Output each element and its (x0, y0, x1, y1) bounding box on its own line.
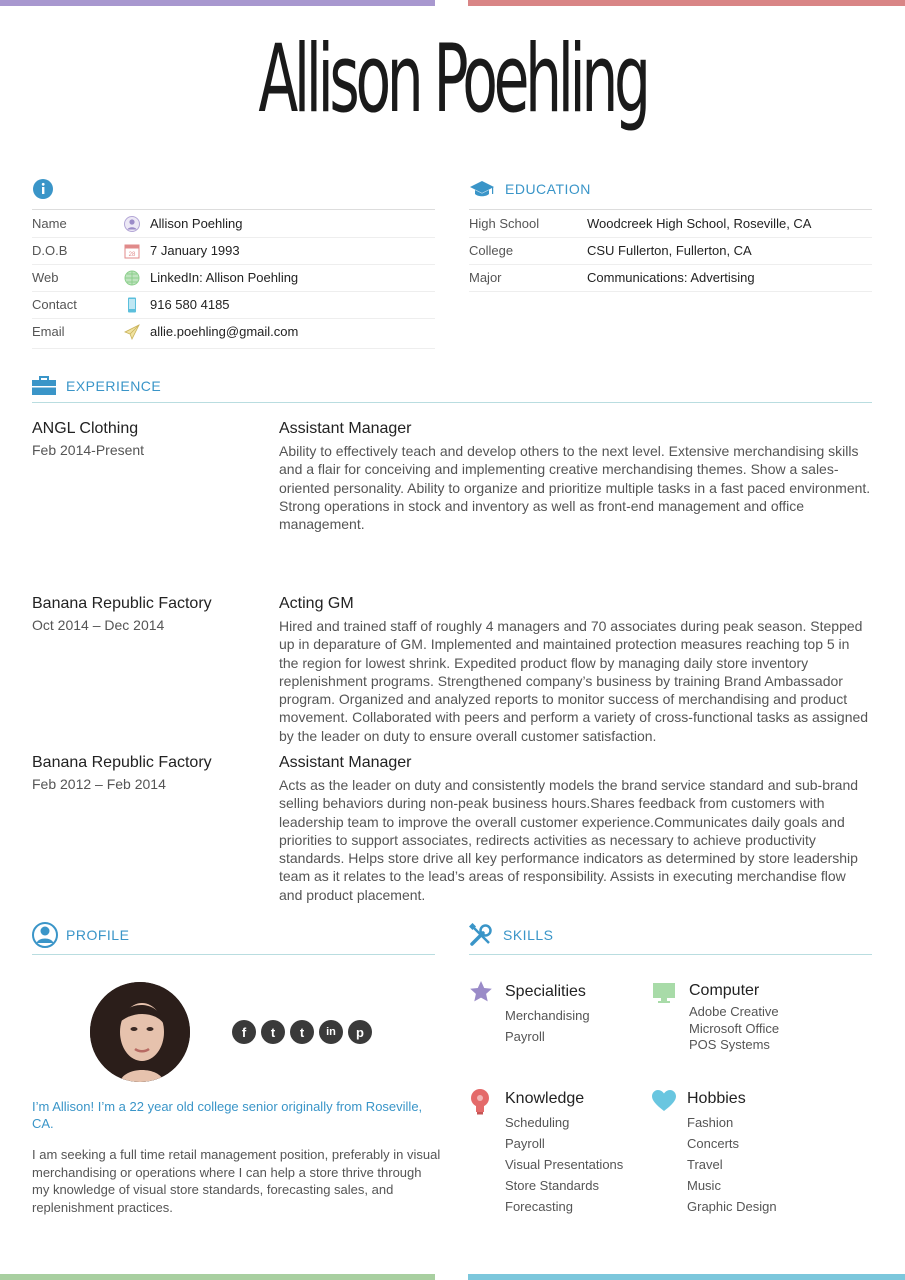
personal-key: Contact (32, 297, 77, 312)
profile-intro: I’m Allison! I’m a 22 year old college senior originally from Roseville, CA. (32, 1099, 423, 1131)
education-value: Woodcreek High School, Roseville, CA (587, 216, 812, 231)
skill-item: Forecasting (505, 1199, 573, 1214)
paper-plane-icon (124, 324, 140, 340)
tumblr-icon[interactable]: t (290, 1020, 314, 1044)
job-description: Hired and trained staff of roughly 4 managers and 70 associates during peak season. Stepped up in deparature of GM. Implemented and maintained protection measures reaching top 5 in the region for lowest shrink. Expedited product flow by managing daily store inventory replenishment programs. Strengthened company’s business by training Brand Ambassador program. Organized and analyzed reports to monitor success of merchandising and product movement. Collaborated with peers and perform a variety of cross-functional tasks as assigned by the leader on duty to ensure overall customer satisfaction. (279, 618, 869, 744)
personal-info-header (32, 178, 64, 200)
personal-key: Web (32, 270, 59, 285)
twitter-icon[interactable]: t (261, 1020, 285, 1044)
education-value: CSU Fullerton, Fullerton, CA (587, 243, 752, 258)
phone-icon (124, 297, 140, 313)
personal-value: 916 580 4185 (150, 297, 230, 312)
skill-group-name: Specialities (505, 983, 586, 1000)
personal-key: D.O.B (32, 243, 68, 258)
bottom-bar-right (468, 1274, 905, 1280)
job-role: Assistant Manager (279, 420, 412, 437)
skill-item: Scheduling (505, 1115, 570, 1130)
education-key: Major (469, 270, 502, 285)
skill-group-name: Computer (689, 982, 760, 999)
personal-value: 7 January 1993 (150, 243, 240, 258)
profile-body: I am seeking a full time retail management position, preferably in visual merchandising or operations where I can help a store thrive through my knowledge of visual store standards, forecasting sales, and replenishment practices. (32, 1147, 441, 1215)
education-key: College (469, 243, 514, 258)
skill-item: Visual Presentations (505, 1157, 624, 1172)
heart-icon (652, 1090, 676, 1114)
bottom-bar-left (0, 1274, 435, 1280)
lightbulb-icon (469, 1088, 493, 1116)
skill-item: Merchandising (505, 1008, 590, 1023)
job-dates: Feb 2014-Present (32, 442, 145, 458)
personal-value: LinkedIn: Allison Poehling (150, 270, 299, 285)
experience-header (32, 375, 161, 397)
personal-row-web (32, 264, 435, 292)
skill-item: POS Systems (689, 1037, 770, 1052)
personal-row-dob (32, 237, 435, 265)
skill-item: Music (687, 1178, 721, 1193)
personal-key: Email (32, 324, 65, 339)
job-description: Acts as the leader on duty and consistently models the brand service standard and sub-brand selling behaviors during non-peak business hours.Shares feedback from customers with leadership team to improve the overall customer experience.Communicates daily goals and priorities to support associates, redirects activities as necessary to achieve productivity standards. Helps store drive all key performance indicators as determined by store leadership team as it relates to the lead’s areas of responsibility. Assists in executing merchandise flow and product placement. (279, 777, 859, 903)
resume-name-title: Allison Poehling (258, 25, 647, 134)
pinterest-icon[interactable]: p (348, 1020, 372, 1044)
skills-rule (469, 954, 872, 955)
skills-header (469, 923, 553, 947)
education-row (469, 264, 872, 292)
globe-icon (124, 270, 140, 286)
personal-key: Name (32, 216, 67, 231)
education-heading: EDUCATION (505, 181, 591, 197)
linkedin-icon[interactable]: in (319, 1020, 343, 1044)
job-company: Banana Republic Factory (32, 754, 212, 771)
skill-item: Travel (687, 1157, 723, 1172)
monitor-icon (652, 982, 676, 1006)
user-icon (124, 216, 140, 232)
skill-group-name: Hobbies (687, 1090, 746, 1107)
education-row (469, 210, 872, 238)
skill-item: Concerts (687, 1136, 740, 1151)
social-links (232, 1020, 377, 1044)
svg-text:28: 28 (128, 251, 136, 258)
education-header (469, 178, 591, 200)
skill-item: Payroll (505, 1029, 545, 1044)
education-row (469, 237, 872, 265)
star-icon (469, 980, 493, 1004)
top-bar-left (0, 0, 435, 6)
education-key: High School (469, 216, 540, 231)
info-icon (32, 178, 54, 200)
job-company: ANGL Clothing (32, 420, 139, 437)
skill-item: Adobe Creative (689, 1004, 779, 1019)
profile-header (32, 921, 129, 949)
experience-rule (32, 402, 872, 403)
avatar (90, 982, 190, 1082)
briefcase-icon (32, 375, 56, 397)
personal-row-contact (32, 291, 435, 319)
skills-heading: SKILLS (503, 927, 554, 943)
personal-value: allie.poehling@gmail.com (150, 324, 299, 339)
personal-row-name (32, 210, 435, 238)
skill-group-name: Knowledge (505, 1090, 585, 1107)
job-dates: Oct 2014 – Dec 2014 (32, 617, 165, 633)
experience-heading: EXPERIENCE (66, 378, 162, 394)
job-role: Assistant Manager (279, 754, 412, 771)
profile-user-icon (32, 921, 58, 949)
skill-item: Microsoft Office (689, 1020, 780, 1036)
tools-icon (469, 923, 493, 947)
personal-info-bottom-rule (32, 348, 435, 349)
top-bar-right (468, 0, 905, 6)
personal-row-email (32, 318, 435, 345)
skill-item: Payroll (505, 1136, 545, 1151)
profile-heading: PROFILE (66, 927, 130, 943)
job-company: Banana Republic Factory (32, 595, 212, 612)
personal-value: Allison Poehling (150, 216, 243, 231)
graduation-cap-icon (469, 178, 495, 200)
job-dates: Feb 2012 – Feb 2014 (32, 776, 166, 792)
job-role: Acting GM (279, 595, 354, 612)
calendar-icon (124, 243, 140, 259)
education-value: Communications: Advertising (587, 270, 755, 285)
profile-rule (32, 954, 435, 955)
job-description: Ability to effectively teach and develop others to the next level. Extensive merchandising skills and a flair for conceiving and implementing creative merchandising themes. Show a sales-oriented personality. Ability to organize and prioritize multiple tasks in a fast paced environment. Strong operations in stock and inventory as well as front-end management and office management. (279, 443, 871, 533)
skill-item: Graphic Design (687, 1199, 777, 1214)
skill-item: Fashion (687, 1115, 734, 1130)
skill-item: Store Standards (505, 1178, 599, 1193)
facebook-icon[interactable]: f (232, 1020, 256, 1044)
